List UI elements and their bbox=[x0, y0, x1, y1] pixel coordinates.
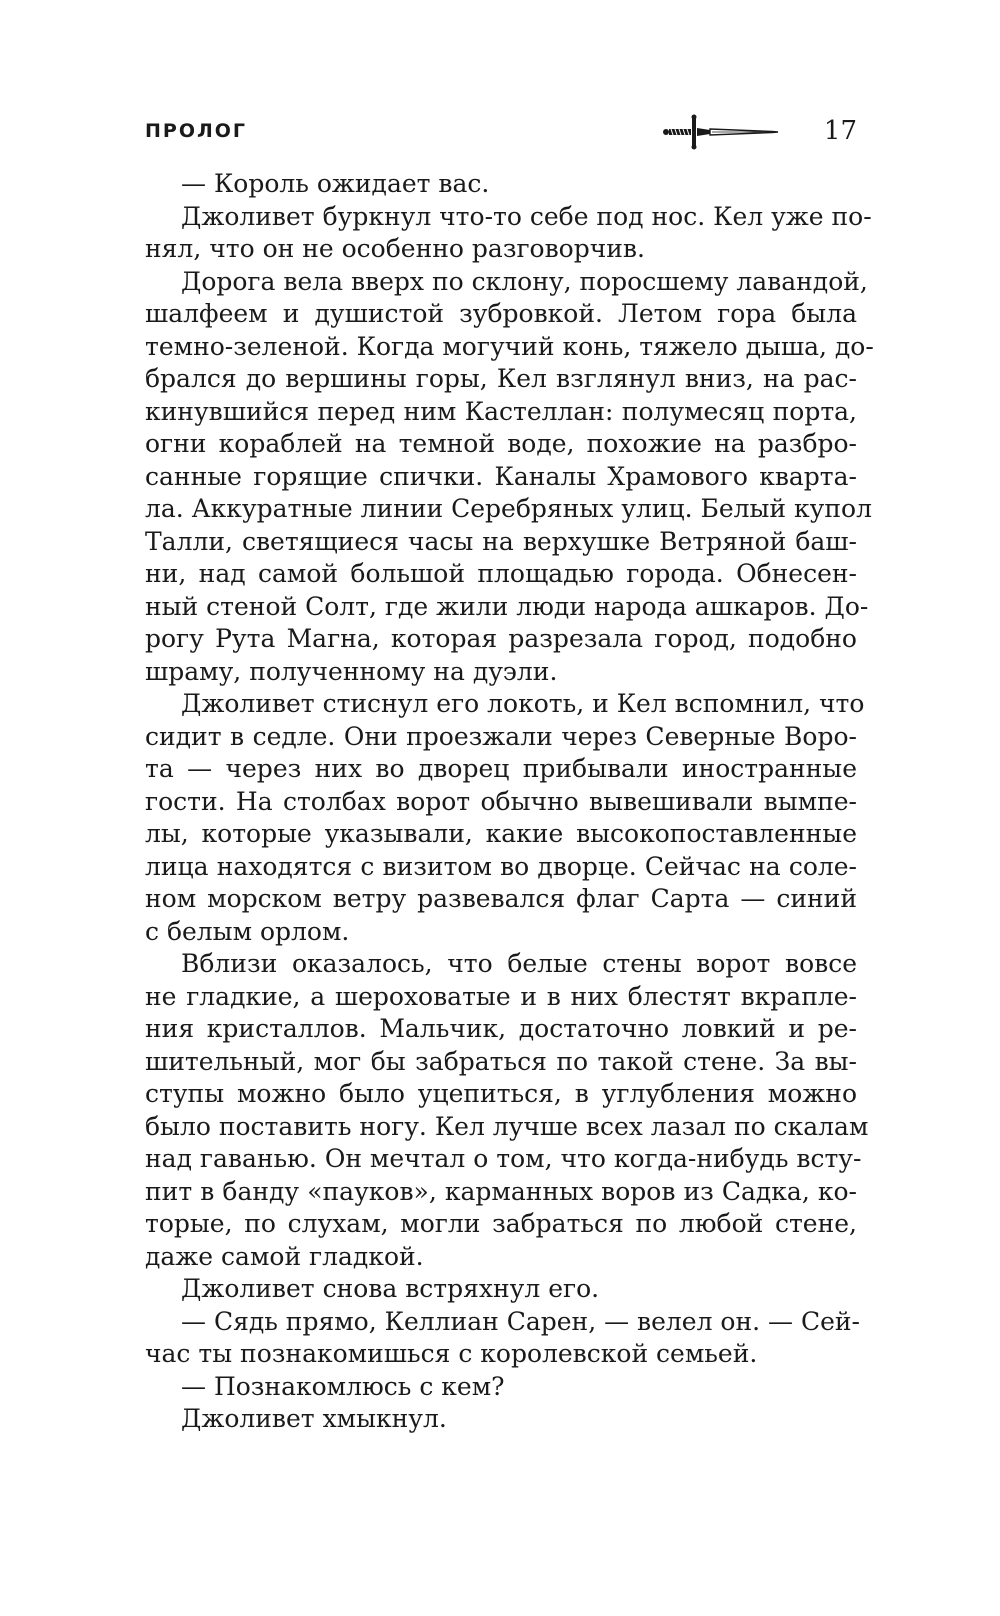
text-line: — Сядь прямо, Келлиан Сарен, — велел он. — Сей- bbox=[181, 1306, 861, 1336]
text-line: сидит в седле. Они проезжали через Северные Воро- bbox=[145, 721, 857, 751]
text-line: ния кристаллов. Мальчик, достаточно ловкий и ре- bbox=[145, 1014, 857, 1043]
text-line: даже самой гладкой. bbox=[145, 1241, 424, 1271]
text-line: Талли, светящиеся часы на верхушке Ветряной баш- bbox=[145, 526, 857, 556]
text-line: лы, которые указывали, какие высокопоставленные bbox=[145, 819, 857, 848]
text-line: ный стеной Солт, где жили люди народа ашкаров. До- bbox=[145, 591, 869, 621]
text-line: та — через них во дворец прибывали иностранные bbox=[145, 754, 857, 783]
running-head: ПРОЛОГ bbox=[145, 120, 248, 142]
text-line: Джоливет буркнул что-то себе под нос. Кел уже по- bbox=[181, 201, 872, 231]
text-line: с белым орлом. bbox=[145, 916, 350, 946]
text-line: Вблизи оказалось, что белые стены ворот вовсе bbox=[181, 949, 857, 978]
text-line: огни кораблей на темной воде, похожие на разбро- bbox=[145, 429, 857, 458]
text-line: час ты познакомишься с королевской семьей. bbox=[145, 1339, 758, 1368]
text-line: кинувшийся перед ним Кастеллан: полумесяц порта, bbox=[145, 396, 857, 426]
text-line: темно-зеленой. Когда могучий конь, тяжело дыша, до- bbox=[145, 331, 874, 361]
text-line: лица находятся с визитом во дворце. Сейчас на соле- bbox=[145, 851, 857, 881]
text-line: над гаванью. Он мечтал о том, что когда-нибудь всту- bbox=[145, 1144, 862, 1173]
text-line: ступы можно было уцепиться, в углубления можно bbox=[145, 1079, 857, 1108]
text-line: санные горящие спички. Каналы Храмового кварта- bbox=[145, 461, 857, 491]
text-line: нял, что он не особенно разговорчив. bbox=[145, 234, 645, 263]
text-line: рогу Рута Магна, которая разрезала город, подобно bbox=[145, 624, 857, 653]
page-header bbox=[145, 112, 857, 152]
text-line: шительный, мог бы забраться по такой стене. За вы- bbox=[145, 1046, 857, 1076]
text-line: Дорога вела вверх по склону, поросшему лавандой, bbox=[181, 266, 868, 296]
text-line: торые, по слухам, могли забраться по любой стене, bbox=[145, 1209, 857, 1238]
text-line: — Познакомлюсь с кем? bbox=[181, 1371, 505, 1401]
text-line: пит в банду «пауков», карманных воров из Садка, ко- bbox=[145, 1176, 857, 1206]
body-text bbox=[145, 168, 874, 1436]
dagger-icon bbox=[660, 112, 780, 152]
text-line: ни, над самой большой площадью города. Обнесен- bbox=[145, 559, 857, 588]
text-line: шраму, полученному на дуэли. bbox=[145, 656, 558, 686]
text-line: шалфеем и душистой зубровкой. Летом гора была bbox=[145, 299, 857, 328]
text-line: Джоливет хмыкнул. bbox=[181, 1404, 447, 1433]
text-line: гости. На столбах ворот обычно вывешивали вымпе- bbox=[145, 786, 857, 816]
text-line: Джоливет стиснул его локоть, и Кел вспомнил, что bbox=[181, 689, 865, 718]
text-line: — Король ожидает вас. bbox=[181, 169, 490, 198]
text-line: ном морском ветру развевался флаг Сарта — синий bbox=[145, 884, 857, 913]
text-line: ла. Аккуратные линии Серебряных улиц. Белый купол bbox=[145, 494, 872, 523]
text-line: было поставить ногу. Кел лучше всех лазал по скалам bbox=[145, 1111, 869, 1141]
text-line: Джоливет снова встряхнул его. bbox=[181, 1274, 600, 1303]
page-number: 17 bbox=[823, 116, 857, 146]
text-line: брался до вершины горы, Кел взглянул вниз, на рас- bbox=[145, 364, 857, 393]
text-line: не гладкие, а шероховатые и в них блестят вкрапле- bbox=[145, 981, 857, 1011]
